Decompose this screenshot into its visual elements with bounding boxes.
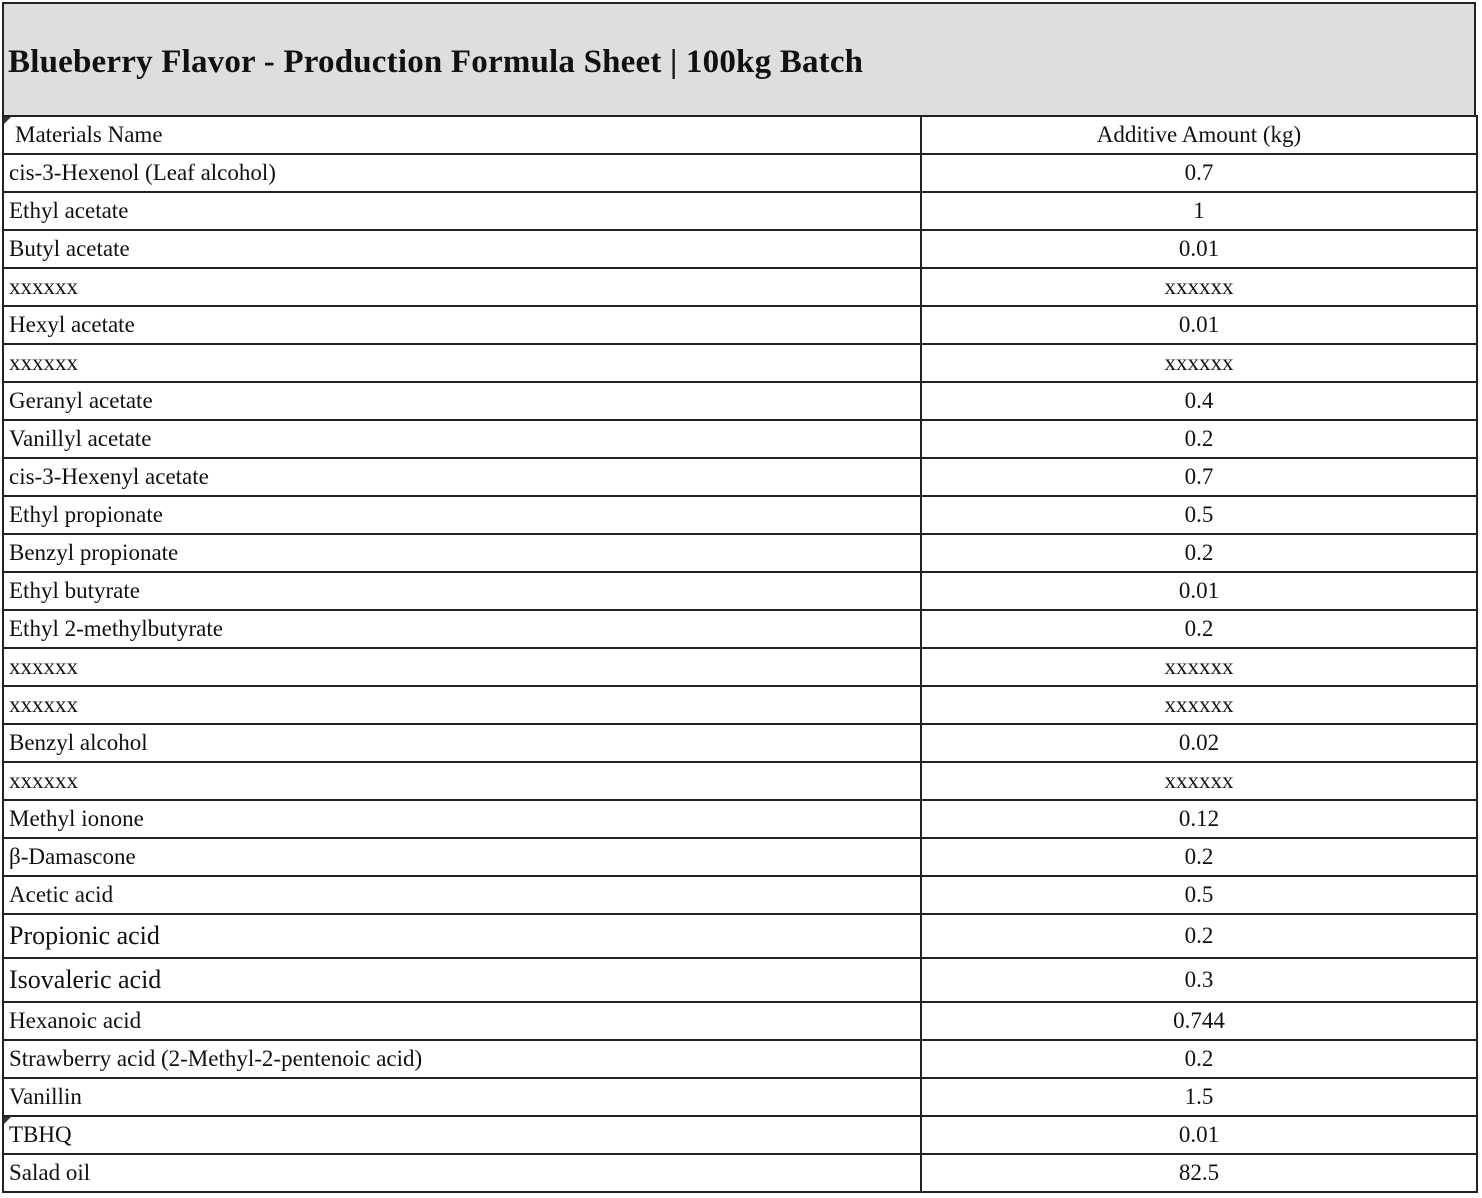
amount-cell[interactable]: 0.4 [921, 382, 1477, 420]
table-row [3, 420, 1477, 458]
amount-cell[interactable]: 0.3 [921, 958, 1477, 1002]
table-row [3, 1002, 1477, 1040]
table-row [3, 610, 1477, 648]
amount-cell[interactable]: 0.01 [921, 230, 1477, 268]
amount-cell[interactable]: 0.01 [921, 1116, 1477, 1154]
table-row [3, 648, 1477, 686]
table-row [3, 800, 1477, 838]
table-row [3, 496, 1477, 534]
table-row [3, 838, 1477, 876]
material-name-cell[interactable]: Ethyl 2-methylbutyrate [3, 610, 921, 648]
amount-cell[interactable]: xxxxxx [921, 686, 1477, 724]
header-materials-name[interactable]: Materials Name [3, 116, 921, 154]
material-name-cell[interactable]: xxxxxx [3, 686, 921, 724]
material-name-cell[interactable]: Isovaleric acid [3, 958, 921, 1002]
material-name-cell[interactable]: Benzyl propionate [3, 534, 921, 572]
material-name-cell[interactable]: β-Damascone [3, 838, 921, 876]
table-row [3, 914, 1477, 958]
material-name-cell[interactable]: xxxxxx [3, 344, 921, 382]
amount-cell[interactable]: 0.12 [921, 800, 1477, 838]
table-row [3, 344, 1477, 382]
table-row [3, 958, 1477, 1002]
table-row [3, 268, 1477, 306]
sheet-title: Blueberry Flavor - Production Formula Sheet | 100kg Batch [8, 44, 864, 80]
material-name-cell[interactable]: xxxxxx [3, 762, 921, 800]
amount-cell[interactable]: 82.5 [921, 1154, 1477, 1192]
table-row [3, 192, 1477, 230]
table-row [3, 762, 1477, 800]
table-row [3, 724, 1477, 762]
amount-cell[interactable]: 1 [921, 192, 1477, 230]
amount-cell[interactable]: 0.2 [921, 1040, 1477, 1078]
material-name-cell[interactable]: Ethyl acetate [3, 192, 921, 230]
table-row [3, 1116, 1477, 1154]
formula-sheet [2, 2, 1476, 1193]
amount-cell[interactable]: 0.5 [921, 496, 1477, 534]
amount-cell[interactable]: 0.7 [921, 458, 1477, 496]
table-row [3, 572, 1477, 610]
amount-cell[interactable]: 0.744 [921, 1002, 1477, 1040]
material-name-cell[interactable]: Strawberry acid (2-Methyl-2-pentenoic acid) [3, 1040, 921, 1078]
table-row [3, 534, 1477, 572]
material-name-cell[interactable]: Hexanoic acid [3, 1002, 921, 1040]
material-name-cell[interactable]: cis-3-Hexenol (Leaf alcohol) [3, 154, 921, 192]
amount-cell[interactable]: xxxxxx [921, 268, 1477, 306]
material-name-cell[interactable]: Vanillyl acetate [3, 420, 921, 458]
material-name-cell[interactable]: Salad oil [3, 1154, 921, 1192]
material-name-cell[interactable]: Butyl acetate [3, 230, 921, 268]
amount-cell[interactable]: 0.02 [921, 724, 1477, 762]
amount-cell[interactable]: 0.2 [921, 838, 1477, 876]
material-name-cell[interactable]: Hexyl acetate [3, 306, 921, 344]
material-name-cell[interactable]: Ethyl propionate [3, 496, 921, 534]
table-row [3, 1154, 1477, 1192]
amount-cell[interactable]: xxxxxx [921, 648, 1477, 686]
table-row [3, 306, 1477, 344]
title-bar [2, 2, 1476, 115]
material-name-cell[interactable]: Acetic acid [3, 876, 921, 914]
table-row [3, 686, 1477, 724]
table-row [3, 876, 1477, 914]
amount-cell[interactable]: 0.7 [921, 154, 1477, 192]
material-name-cell[interactable]: cis-3-Hexenyl acetate [3, 458, 921, 496]
amount-cell[interactable]: xxxxxx [921, 344, 1477, 382]
material-name-cell[interactable]: Geranyl acetate [3, 382, 921, 420]
table-row [3, 230, 1477, 268]
amount-cell[interactable]: 0.2 [921, 534, 1477, 572]
amount-cell[interactable]: 0.01 [921, 306, 1477, 344]
material-name-cell[interactable]: Propionic acid [3, 914, 921, 958]
table-row [3, 382, 1477, 420]
amount-cell[interactable]: 0.2 [921, 914, 1477, 958]
amount-cell[interactable]: 1.5 [921, 1078, 1477, 1116]
material-name-cell[interactable]: Vanillin [3, 1078, 921, 1116]
material-name-cell[interactable]: xxxxxx [3, 268, 921, 306]
material-name-cell[interactable]: xxxxxx [3, 648, 921, 686]
table-row [3, 1040, 1477, 1078]
table-row [3, 154, 1477, 192]
header-additive-amount[interactable]: Additive Amount (kg) [921, 116, 1477, 154]
amount-cell[interactable]: xxxxxx [921, 762, 1477, 800]
formula-table [2, 115, 1478, 1193]
amount-cell[interactable]: 0.2 [921, 610, 1477, 648]
amount-cell[interactable]: 0.01 [921, 572, 1477, 610]
material-name-cell[interactable]: Methyl ionone [3, 800, 921, 838]
material-name-cell[interactable]: TBHQ [3, 1116, 921, 1154]
amount-cell[interactable]: 0.5 [921, 876, 1477, 914]
table-row [3, 1078, 1477, 1116]
material-name-cell[interactable]: Ethyl butyrate [3, 572, 921, 610]
amount-cell[interactable]: 0.2 [921, 420, 1477, 458]
header-row [3, 116, 1477, 154]
material-name-cell[interactable]: Benzyl alcohol [3, 724, 921, 762]
table-row [3, 458, 1477, 496]
